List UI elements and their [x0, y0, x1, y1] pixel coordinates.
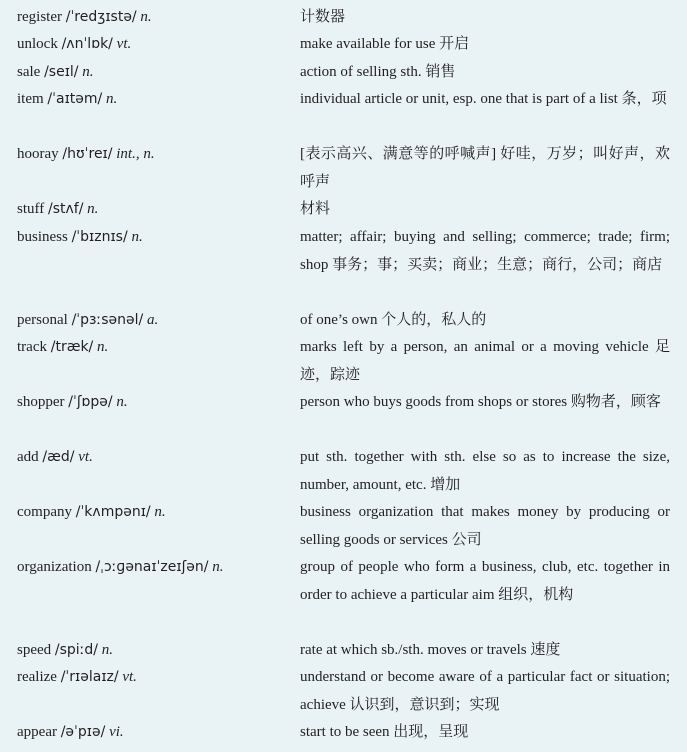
definition: matter; affair; buying and selling; commerce; trade; firm; shop 事务；事；买卖；商业；生意；商行，公司；商店	[300, 229, 670, 273]
part-of-speech: int., n.	[116, 146, 155, 162]
word: business	[17, 229, 68, 245]
word: personal	[17, 312, 68, 328]
word: speed	[17, 642, 52, 658]
definition: group of people who form a business, club, etc. together in order to achieve a particular aim 组织，机构	[300, 559, 670, 603]
headword	[17, 141, 292, 169]
phonetic: /ʌnˈlɒk/	[61, 36, 113, 52]
phonetic: /seɪl/	[44, 64, 79, 80]
headword	[17, 334, 292, 362]
phonetic: /ˈʃɒpə/	[68, 394, 113, 410]
definition: individual article or unit, esp. one that is part of a list 条，项	[300, 91, 667, 107]
definition: understand or become aware of a particular fact or situation; achieve 认识到，意识到；实现	[300, 669, 670, 713]
part-of-speech: n.	[212, 559, 224, 575]
phonetic: /ˈkʌmpənɪ/	[75, 504, 151, 520]
definition: business organization that makes money by producing or selling goods or services 公司	[300, 504, 670, 548]
word: add	[17, 449, 39, 465]
part-of-speech: vt.	[122, 669, 137, 685]
definition: make available for use 开启	[300, 36, 470, 52]
part-of-speech: vt.	[116, 36, 132, 52]
headword	[17, 4, 292, 32]
headword	[17, 389, 292, 417]
headword	[17, 499, 292, 527]
definition: of one’s own 个人的，私人的	[300, 312, 487, 328]
word: hooray	[17, 146, 59, 162]
definition: marks left by a person, an animal or a moving vehicle 足迹，踪迹	[300, 339, 670, 383]
word: realize	[17, 669, 57, 685]
headword	[17, 224, 292, 252]
phonetic: /əˈpɪə/	[60, 724, 106, 740]
part-of-speech: n.	[82, 64, 94, 80]
definition: 材料	[300, 201, 331, 217]
phonetic: /træk/	[50, 339, 94, 355]
word: appear	[17, 724, 57, 740]
definition: rate at which sb./sth. moves or travels 速度	[300, 642, 561, 658]
word: organization	[17, 559, 92, 575]
headword	[17, 196, 292, 224]
part-of-speech: vt.	[78, 449, 93, 465]
part-of-speech: n.	[97, 339, 109, 355]
phonetic: /ˈaɪtəm/	[47, 91, 103, 107]
phonetic: /stʌf/	[47, 201, 84, 217]
part-of-speech: vi.	[109, 724, 124, 740]
word: shopper	[17, 394, 65, 410]
word: sale	[17, 64, 41, 80]
headword	[17, 444, 292, 472]
phonetic: /ˈredʒɪstə/	[65, 9, 137, 25]
word: unlock	[17, 36, 58, 52]
definition: person who buys goods from shops or stores 购物者，顾客	[300, 394, 661, 410]
headword	[17, 59, 292, 87]
phonetic: /ˈpɜːsənəl/	[71, 312, 144, 328]
headword	[17, 719, 292, 747]
part-of-speech: n.	[87, 201, 99, 217]
phonetic: /ˈbɪznɪs/	[71, 229, 128, 245]
phonetic: /ˈrɪəlaɪz/	[60, 669, 119, 685]
part-of-speech: n.	[101, 642, 114, 658]
definition: start to be seen 出现，呈现	[300, 724, 469, 740]
headword	[17, 554, 292, 582]
definition: action of selling sth. 销售	[300, 64, 456, 80]
headword	[17, 664, 292, 692]
phonetic: /ˌɔːɡənaɪˈzeɪʃən/	[95, 559, 209, 575]
word: stuff	[17, 201, 45, 217]
phonetic: /spiːd/	[54, 642, 99, 658]
definition: [表示高兴、满意等的呼喊声] 好哇，万岁；叫好声，欢呼声	[300, 146, 670, 190]
part-of-speech: n.	[116, 394, 128, 410]
definition: 计数器	[300, 9, 346, 25]
phonetic: /hʊˈreɪ/	[62, 146, 113, 162]
word: register	[17, 9, 62, 25]
headword	[17, 31, 292, 59]
headword	[17, 307, 292, 335]
word: company	[17, 504, 72, 520]
word: item	[17, 91, 44, 107]
phonetic: /æd/	[42, 449, 75, 465]
word: track	[17, 339, 47, 355]
part-of-speech: n.	[131, 229, 143, 245]
part-of-speech: a.	[146, 312, 159, 328]
headword	[17, 637, 292, 665]
part-of-speech: n.	[105, 91, 118, 107]
part-of-speech: n.	[140, 9, 152, 25]
definition: put sth. together with sth. else so as to increase the size, number, amount, etc. 增加	[300, 449, 670, 493]
part-of-speech: n.	[154, 504, 166, 520]
headword	[17, 86, 292, 114]
